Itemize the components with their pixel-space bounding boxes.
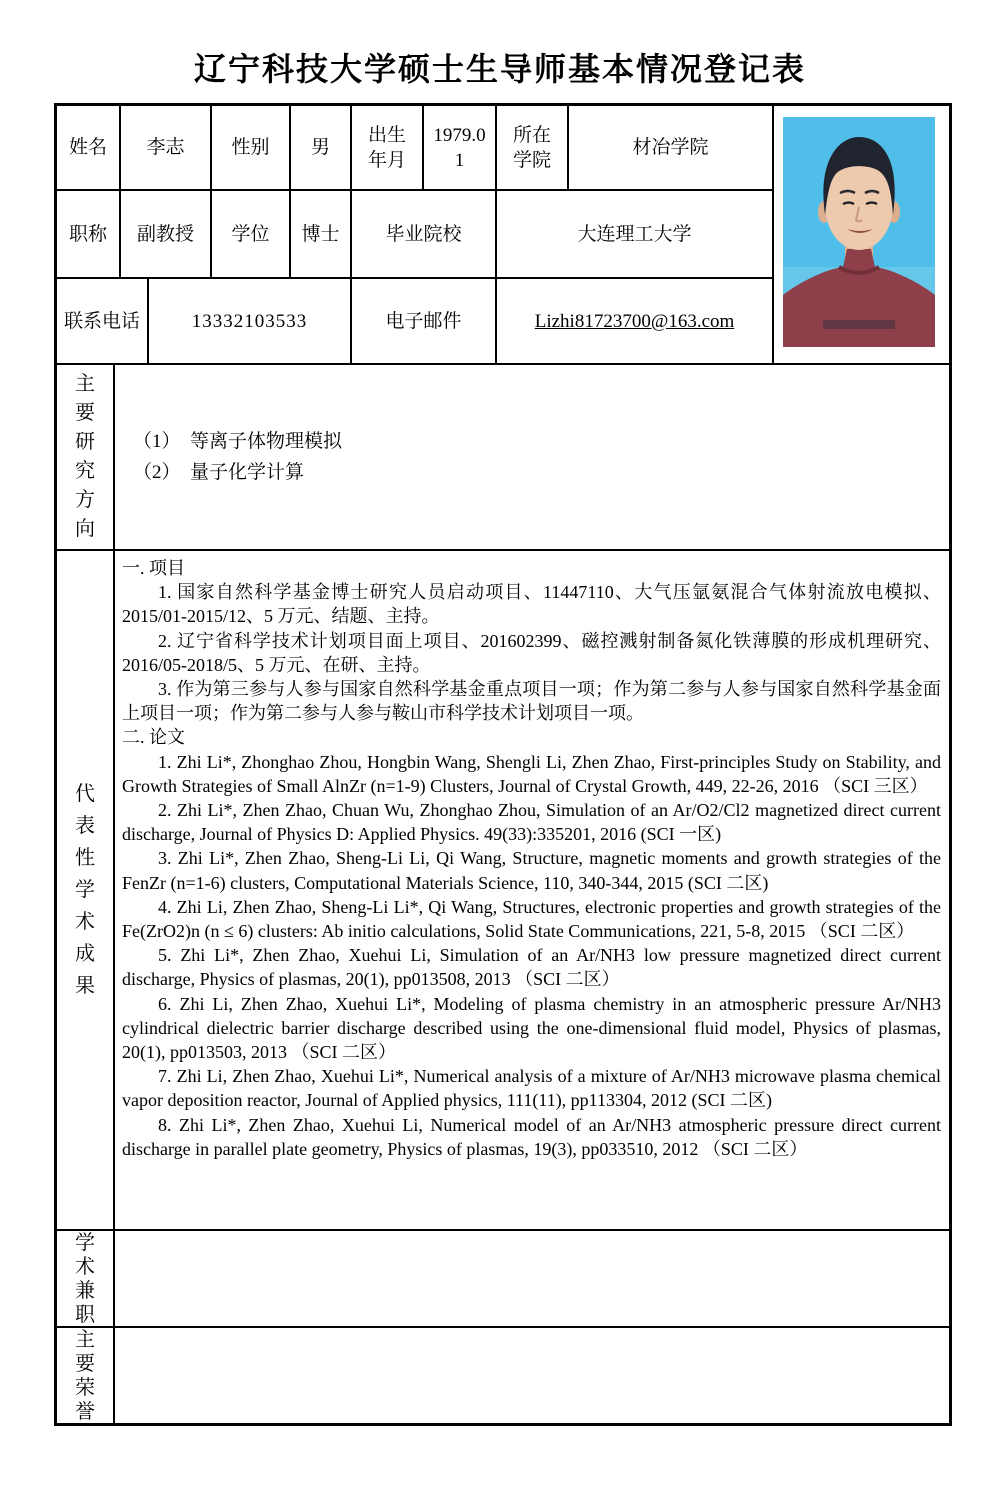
birth-value: 1979.01 [424, 106, 497, 189]
honors-content [115, 1328, 949, 1423]
project-item: 3. 作为第三参与人参与国家自然科学基金重点项目一项；作为第二参与人参与国家自然科学基金面上项目一项；作为第二参与人参与鞍山市科学技术计划项目一项。 [122, 679, 941, 724]
project-item: 1. 国家自然科学基金博士研究人员启动项目、11447110、大气压氩氨混合气体射流放电模拟、2015/01-2015/12、5 万元、结题、主持。 [122, 582, 941, 627]
research-directions-section [57, 365, 949, 551]
projects-header: 一. 项目 [122, 558, 185, 578]
name-label: 姓名 [57, 106, 121, 189]
photo-watermark [823, 320, 895, 329]
paper-item: 5. Zhi Li*, Zhen Zhao, Xuehui Li, Simulation of an Ar/NH3 low pressure magnetized direct current discharge, Physics of plasmas, 20(1), pp013508, 2013 （SCI 二区） [122, 945, 941, 990]
paper-item: 3. Zhi Li*, Zhen Zhao, Sheng-Li Li, Qi Wang, Structure, magnetic moments and growth strategies of the FenZr (n=1-6) clusters, Computational Materials Science, 110, 340-344, 2015 (SCI 二区) [122, 848, 941, 893]
academic-positions-section [57, 1231, 949, 1328]
gender-value: 男 [291, 106, 352, 189]
paper-item: 4. Zhi Li, Zhen Zhao, Sheng-Li Li*, Qi Wang, Structures, electronic properties and growth strategies of the Fe(ZrO2)n (n ≤ 6) clusters: Ab initio calculations, Solid State Communications, 221, 5-8, 2015 （SCI 二区） [122, 896, 941, 942]
table-row [57, 191, 774, 279]
papers-header: 二. 论文 [122, 727, 185, 748]
academic-positions-label: 学 术 兼 职 [57, 1231, 115, 1326]
photo-cell [774, 106, 943, 363]
school-label: 毕业院校 [352, 191, 497, 277]
research-item: （1） 等离子体物理模拟 [133, 431, 343, 452]
college-value: 材冶学院 [569, 106, 774, 189]
id-photo [783, 117, 935, 347]
academic-positions-content [115, 1231, 949, 1326]
research-directions-content [115, 365, 949, 549]
email-cell [497, 279, 774, 363]
page-title: 辽宁科技大学硕士生导师基本情况登记表 [193, 51, 806, 87]
basic-info-grid [57, 106, 774, 363]
achievements-content [115, 551, 949, 1229]
honors-section [57, 1328, 949, 1423]
email-label: 电子邮件 [352, 279, 497, 363]
paper-item: 7. Zhi Li, Zhen Zhao, Xuehui Li*, Numerical analysis of a mixture of Ar/NH3 microwave plasma chemical vapor deposition reactor, Journal of Applied physics, 111(11), pp113304, 2012 (SCI 二区) [122, 1066, 941, 1111]
registration-form [54, 103, 952, 1426]
birth-label: 出生年月 [352, 106, 424, 189]
research-directions-label: 主 要 研 究 方 向 [57, 365, 115, 549]
table-row [57, 106, 774, 191]
college-label: 所在学院 [497, 106, 569, 189]
prof-title-value: 副教授 [121, 191, 212, 277]
name-value: 李志 [121, 106, 212, 189]
basic-info-table [57, 106, 949, 365]
paper-item: 2. Zhi Li*, Zhen Zhao, Chuan Wu, Zhonghao Zhou, Simulation of an Ar/O2/Cl2 magnetized direct current discharge, Journal of Physics D: Applied Physics. 49(33):335201, 2016 (SCI 一区) [122, 800, 941, 845]
email-link[interactable]: Lizhi81723700@163.com [534, 310, 735, 332]
honors-label: 主 要 荣 誉 [57, 1328, 115, 1423]
research-item: （2） 量子化学计算 [133, 462, 305, 483]
paper-item: 1. Zhi Li*, Zhonghao Zhou, Hongbin Wang, Shengli Li, Zhen Zhao, First-principles Study on Stability, and Growth Strategies of Small AlnZr (n=1-9) Clusters, Journal of Crystal Growth, 449, 22-26, 2016 （SCI 三区） [122, 751, 941, 796]
achievements-section [57, 551, 949, 1231]
gender-label: 性别 [212, 106, 291, 189]
phone-value: 13332103533 [149, 279, 352, 363]
phone-label: 联系电话 [57, 279, 149, 363]
achievements-label: 代 表 性 学 术 成 果 [57, 551, 115, 1229]
paper-item: 8. Zhi Li*, Zhen Zhao, Xuehui Li, Numerical model of an Ar/NH3 atmospheric pressure direct current discharge in parallel plate geometry, Physics of plasmas, 19(3), pp033510, 2012 （SCI 二区） [122, 1114, 941, 1159]
project-item: 2. 辽宁省科学技术计划项目面上项目、201602399、磁控溅射制备氮化铁薄膜的形成机理研究、2016/05-2018/5、5 万元、在研、主持。 [122, 630, 941, 675]
degree-value: 博士 [291, 191, 352, 277]
prof-title-label: 职称 [57, 191, 121, 277]
paper-item: 6. Zhi Li, Zhen Zhao, Xuehui Li*, Modeling of plasma chemistry in an atmospheric pressure Ar/NH3 cylindrical dielectric barrier discharge described using the one-dimensional fluid model, Physics of plasmas, 20(1), pp013503, 2013 （SCI 二区） [122, 993, 941, 1063]
school-value: 大连理工大学 [497, 191, 774, 277]
table-row [57, 279, 774, 363]
degree-label: 学位 [212, 191, 291, 277]
